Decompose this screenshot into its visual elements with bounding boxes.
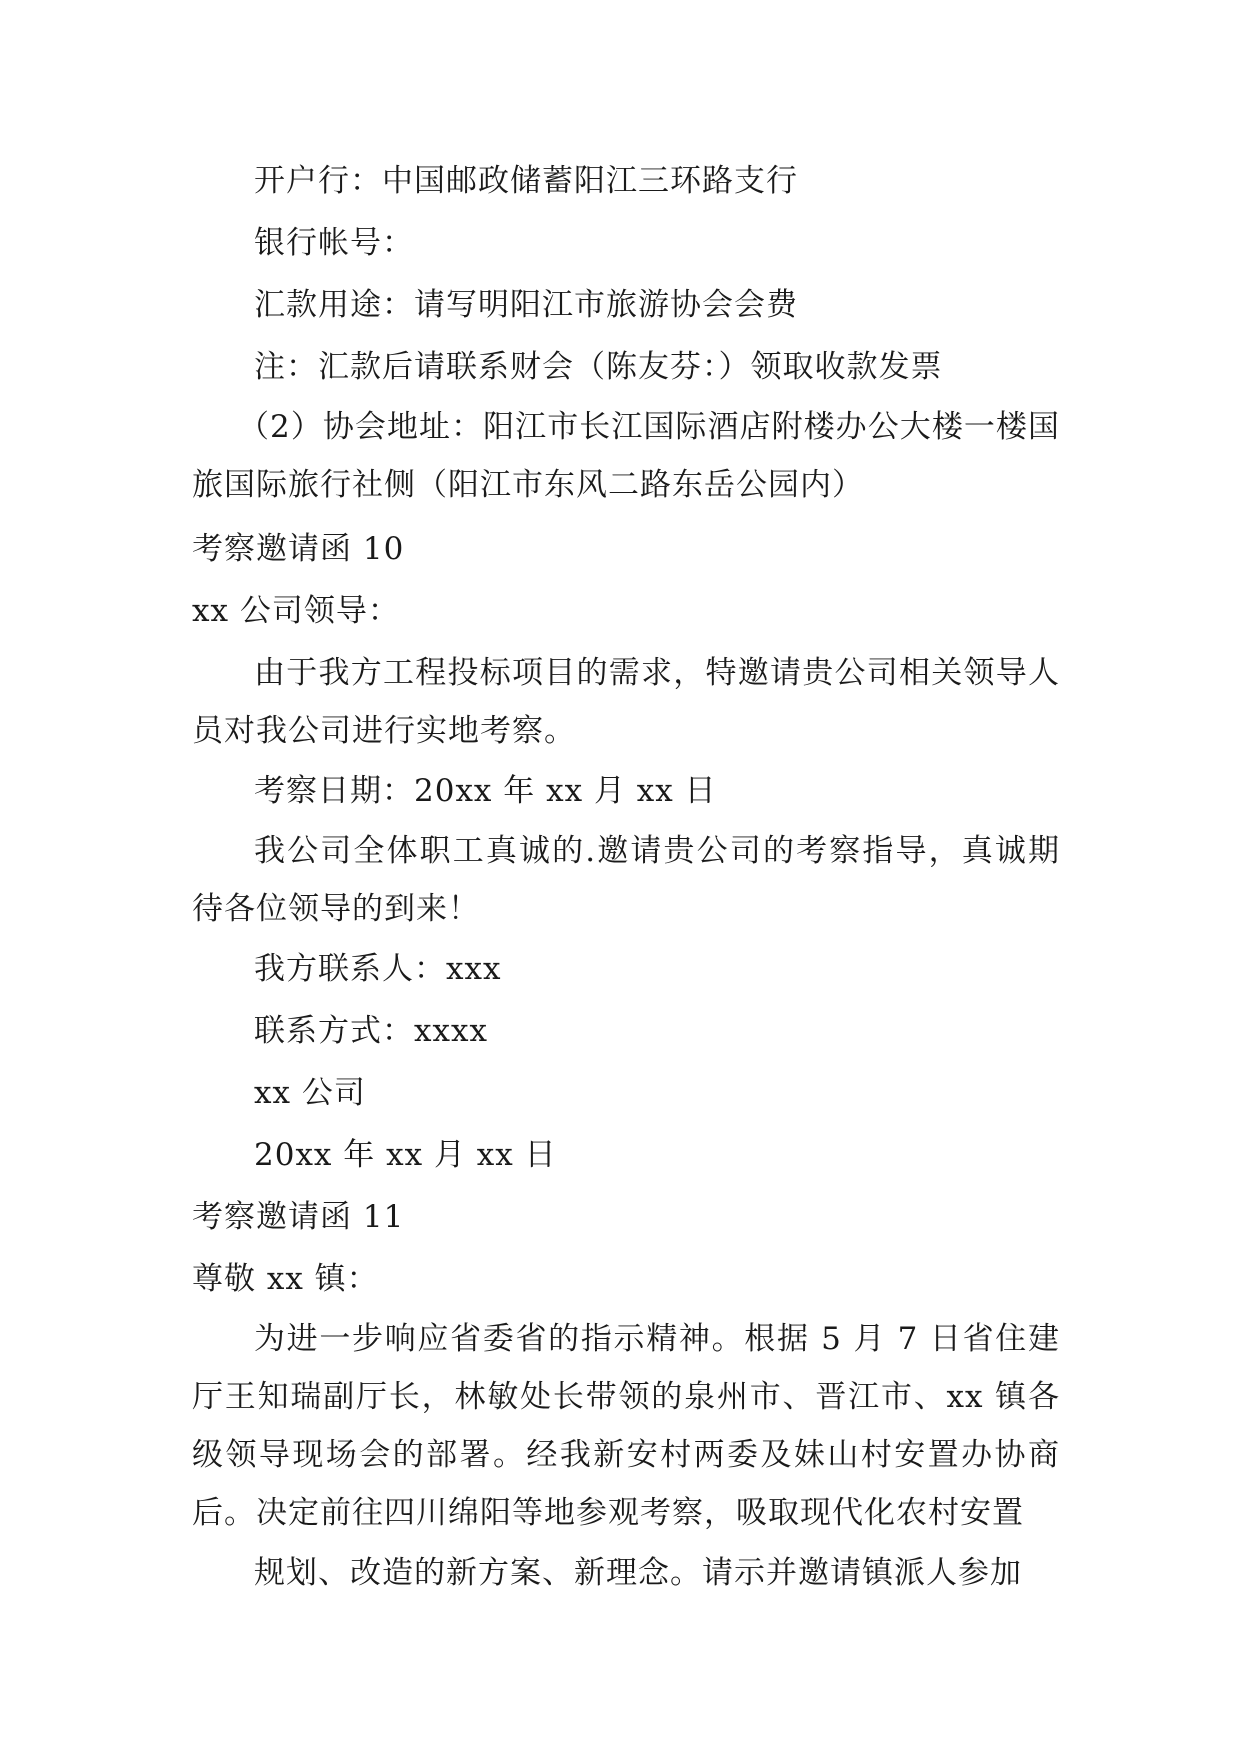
letter11-salutation: 尊敬 xx 镇：	[192, 1261, 379, 1297]
letter11-body1: 为进一步响应省委省的指示精神。根据 5 月 7 日省住建厅王知瑞副厅长，林敏处长带领的泉州市、晋江市、xx 镇各级领导现场会的部署。经我新安村两委及妹山村安置办协商后。决定前往四川绵阳等地参观考察，吸取现代化农村安置	[192, 1321, 1060, 1531]
letter10-company: xx 公司	[254, 1075, 366, 1111]
purpose-line: 汇款用途：请写明阳江市旅游协会会费	[254, 287, 798, 323]
letter10-body1: 由于我方工程投标项目的需求，特邀请贵公司相关领导人员对我公司进行实地考察。	[192, 655, 1060, 749]
letter10-title: 考察邀请函 10	[192, 531, 405, 567]
letter10-salutation: xx 公司领导：	[192, 593, 400, 629]
letter10-date: 考察日期：20xx 年 xx 月 xx 日	[254, 773, 717, 809]
note-line: 注：汇款后请联系财会（陈友芬：）领取收款发票	[254, 349, 943, 385]
letter10-phone: 联系方式：xxxx	[254, 1013, 488, 1049]
letter10-sign-date: 20xx 年 xx 月 xx 日	[254, 1137, 557, 1173]
letter11-body2: 规划、改造的新方案、新理念。请示并邀请镇派人参加	[254, 1555, 1022, 1591]
letter10-body2: 我公司全体职工真诚的.邀请贵公司的考察指导，真诚期待各位领导的到来！	[192, 833, 1060, 927]
address-paragraph: （2）协会地址：阳江市长江国际酒店附楼办公大楼一楼国旅国际旅行社侧（阳江市东风二路东岳公园内）	[192, 409, 1060, 503]
document-content	[192, 150, 1060, 1604]
letter11-title: 考察邀请函 11	[192, 1199, 405, 1235]
bank-line: 开户行：中国邮政储蓄阳江三环路支行	[254, 163, 798, 199]
letter10-contact: 我方联系人：xxx	[254, 951, 502, 987]
account-line: 银行帐号：	[254, 225, 414, 261]
